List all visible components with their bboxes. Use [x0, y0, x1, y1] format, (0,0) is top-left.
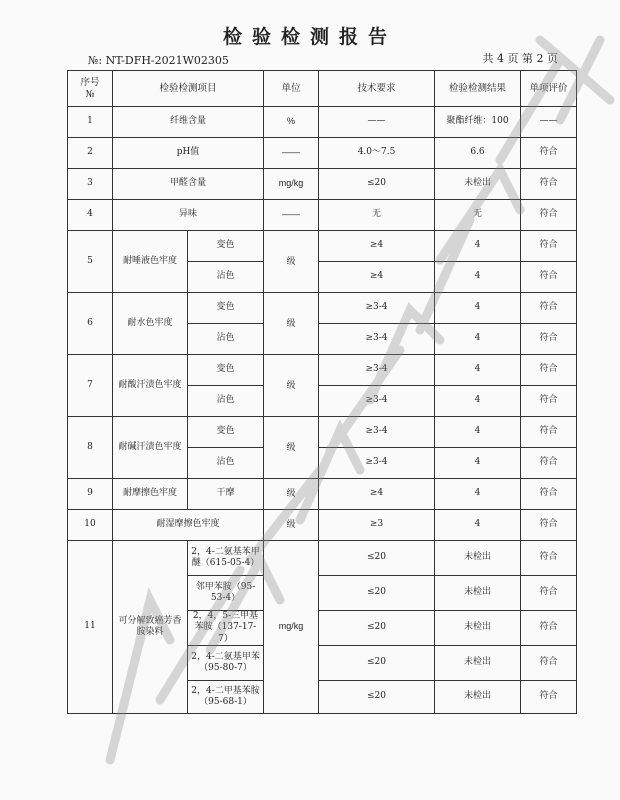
row-subitem: 沾色 [188, 448, 264, 479]
row-requirement: ≥3-4 [319, 293, 435, 324]
row-evaluation: 符合 [521, 386, 577, 417]
row-number: 8 [68, 417, 113, 479]
row-result: 未检出 [435, 169, 521, 200]
results-table [67, 70, 577, 714]
row-item: 耐湿摩擦色牢度 [113, 510, 264, 541]
row-result: 无 [435, 200, 521, 231]
row-subitem: 变色 [188, 417, 264, 448]
row-evaluation: 符合 [521, 611, 577, 646]
row-number: 9 [68, 479, 113, 510]
row-item: 耐摩擦色牢度 [113, 479, 188, 510]
row-subitem: 2，4-二甲基苯胺（95-68-1） [188, 680, 264, 713]
row-subitem: 沾色 [188, 324, 264, 355]
row-result: 未检出 [435, 541, 521, 576]
row-evaluation: 符合 [521, 680, 577, 713]
report-number: №: NT-DFH-2021W02305 [88, 54, 229, 67]
row-evaluation: —— [521, 107, 577, 138]
row-requirement: ≤20 [319, 645, 435, 680]
row-evaluation: 符合 [521, 262, 577, 293]
row-evaluation: 符合 [521, 138, 577, 169]
row-requirement: ≥3-4 [319, 355, 435, 386]
row-item: 纤维含量 [113, 107, 264, 138]
row-evaluation: 符合 [521, 417, 577, 448]
row-number: 11 [68, 541, 113, 714]
row-evaluation: 符合 [521, 293, 577, 324]
report-title: 检验检测报告 [222, 26, 397, 48]
header-unit: 单位 [264, 71, 319, 107]
row-requirement: ≥3-4 [319, 448, 435, 479]
table-row [68, 541, 577, 576]
table-row [68, 231, 577, 262]
row-unit: 级 [264, 417, 319, 479]
row-result: 4 [435, 479, 521, 510]
table-row [68, 510, 577, 541]
row-item: 耐水色牢度 [113, 293, 188, 355]
row-evaluation: 符合 [521, 645, 577, 680]
row-result: 未检出 [435, 645, 521, 680]
row-unit: 级 [264, 293, 319, 355]
row-number: 5 [68, 231, 113, 293]
row-number: 3 [68, 169, 113, 200]
row-requirement: ≥3 [319, 510, 435, 541]
row-item: 可分解致癌芳香胺染料 [113, 541, 188, 714]
row-requirement: 无 [319, 200, 435, 231]
row-result: 4 [435, 324, 521, 355]
table-row [68, 417, 577, 448]
row-result: 未检出 [435, 576, 521, 611]
row-unit: % [264, 107, 319, 138]
row-evaluation: 符合 [521, 510, 577, 541]
row-requirement: 4.0～7.5 [319, 138, 435, 169]
row-evaluation: 符合 [521, 169, 577, 200]
row-requirement: ≤20 [319, 541, 435, 576]
row-subitem: 沾色 [188, 262, 264, 293]
row-item: 耐酸汗渍色牢度 [113, 355, 188, 417]
row-unit: 级 [264, 231, 319, 293]
row-result: 6.6 [435, 138, 521, 169]
row-evaluation: 符合 [521, 324, 577, 355]
row-subitem: 邻甲苯胺（95-53-4） [188, 576, 264, 611]
row-result: 未检出 [435, 680, 521, 713]
row-item: 耐碱汗渍色牢度 [113, 417, 188, 479]
row-item: 耐唾液色牢度 [113, 231, 188, 293]
row-subitem: 2，4-二氨基苯甲醚（615-05-4） [188, 541, 264, 576]
row-subitem: 干摩 [188, 479, 264, 510]
row-result: 4 [435, 231, 521, 262]
table-header-row [68, 71, 577, 107]
row-number: 4 [68, 200, 113, 231]
row-number: 1 [68, 107, 113, 138]
row-number: 6 [68, 293, 113, 355]
row-item: 甲醛含量 [113, 169, 264, 200]
row-result: 4 [435, 386, 521, 417]
row-evaluation: 符合 [521, 448, 577, 479]
row-result: 4 [435, 262, 521, 293]
row-subitem: 沾色 [188, 386, 264, 417]
row-requirement: ≤20 [319, 576, 435, 611]
row-requirement: ≥3-4 [319, 417, 435, 448]
row-number: 2 [68, 138, 113, 169]
header-seq: 序号 № [68, 71, 113, 107]
row-requirement: ≥3-4 [319, 386, 435, 417]
row-subitem: 变色 [188, 293, 264, 324]
row-requirement: ≥4 [319, 479, 435, 510]
row-result: 4 [435, 510, 521, 541]
row-unit: 级 [264, 479, 319, 510]
table-row [68, 107, 577, 138]
row-result: 聚酯纤维：100 [435, 107, 521, 138]
row-evaluation: 符合 [521, 200, 577, 231]
row-unit: —— [264, 200, 319, 231]
table-row [68, 169, 577, 200]
row-result: 4 [435, 448, 521, 479]
row-item: pH值 [113, 138, 264, 169]
row-result: 未检出 [435, 611, 521, 646]
row-subitem: 变色 [188, 231, 264, 262]
row-requirement: ≥4 [319, 231, 435, 262]
row-requirement: —— [319, 107, 435, 138]
row-unit: mg/kg [264, 169, 319, 200]
header-evaluation: 单项评价 [521, 71, 577, 107]
table-row [68, 200, 577, 231]
header-item: 检验检测项目 [113, 71, 264, 107]
row-requirement: ≤20 [319, 169, 435, 200]
row-subitem: 2，4-二氨基甲苯（95-80-7） [188, 645, 264, 680]
row-result: 4 [435, 417, 521, 448]
row-requirement: ≥3-4 [319, 324, 435, 355]
table-row [68, 479, 577, 510]
row-requirement: ≥4 [319, 262, 435, 293]
row-evaluation: 符合 [521, 479, 577, 510]
row-requirement: ≤20 [319, 611, 435, 646]
table-row [68, 138, 577, 169]
row-evaluation: 符合 [521, 576, 577, 611]
row-evaluation: 符合 [521, 541, 577, 576]
row-unit: 级 [264, 510, 319, 541]
table-row [68, 293, 577, 324]
row-unit: 级 [264, 355, 319, 417]
row-requirement: ≤20 [319, 680, 435, 713]
row-subitem: 变色 [188, 355, 264, 386]
page-info: 共 4 页 第 2 页 [482, 52, 558, 65]
row-evaluation: 符合 [521, 231, 577, 262]
row-number: 10 [68, 510, 113, 541]
header-result: 检验检测结果 [435, 71, 521, 107]
table-row [68, 355, 577, 386]
row-result: 4 [435, 293, 521, 324]
header-requirement: 技术要求 [319, 71, 435, 107]
row-subitem: 2，4，5-三甲基苯胺（137-17-7） [188, 611, 264, 646]
row-unit: —— [264, 138, 319, 169]
row-unit: mg/kg [264, 541, 319, 714]
row-evaluation: 符合 [521, 355, 577, 386]
row-number: 7 [68, 355, 113, 417]
row-result: 4 [435, 355, 521, 386]
row-item: 异味 [113, 200, 264, 231]
